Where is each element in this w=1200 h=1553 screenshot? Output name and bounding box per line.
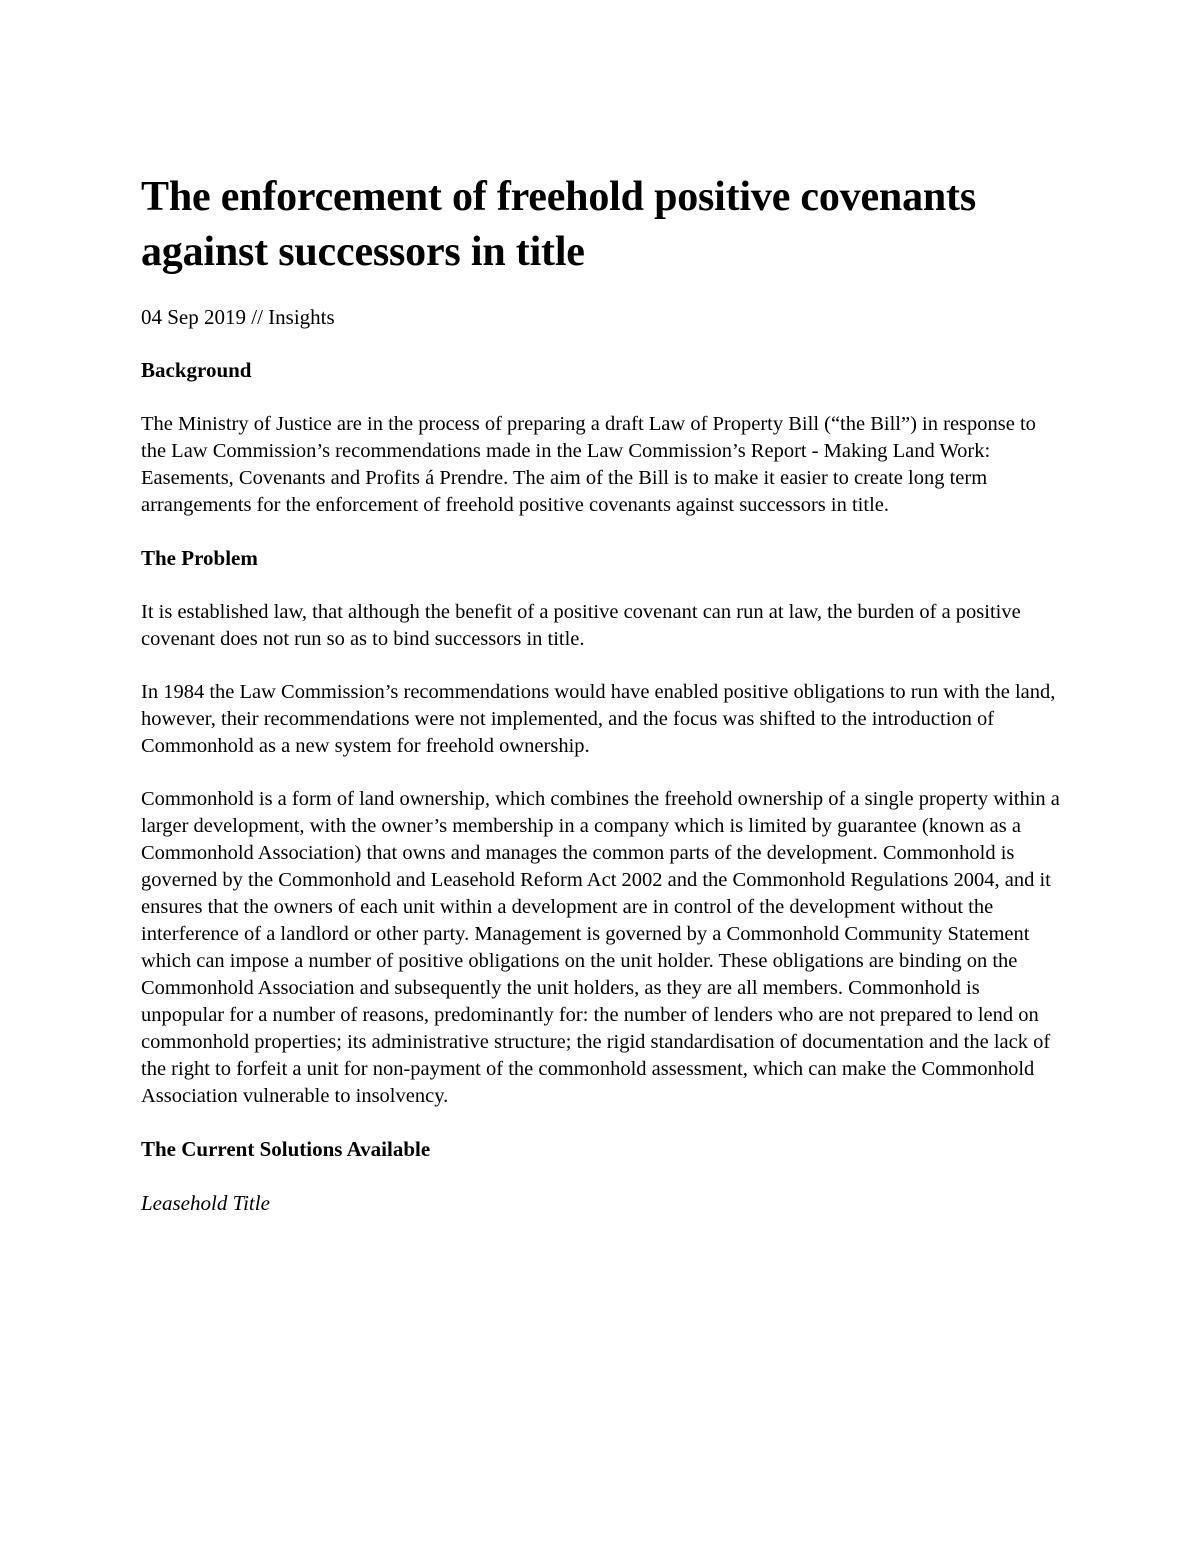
section-heading-problem: The Problem [141, 546, 258, 570]
paragraph: It is established law, that although the benefit of a positive covenant can run at law, the burden of a positive covenant does not run so as to bind successors in title. [141, 601, 1021, 650]
section-heading-solutions: The Current Solutions Available [141, 1137, 431, 1161]
subsection-heading-leasehold: Leasehold Title [141, 1191, 270, 1215]
page-title: The enforcement of freehold positive covenants against successors in title [141, 174, 976, 275]
section-heading-background: Background [141, 358, 252, 382]
paragraph: Commonhold is a form of land ownership, which combines the freehold ownership of a single property within a larger development, with the owner’s membership in a company which is limited by guarantee (known as a Commonhold Association) that owns and manages the common parts of the development. Commonhold is governed by the Commonhold and Leasehold Reform Act 2002 and the Commonhold Regulations 2004, and it ensures that the owners of each unit within a development are in control of the development without the interference of a landlord or other party. Management is governed by a Commonhold Community Statement which can impose a number of positive obligations on the unit holder. These obligations are binding on the Commonhold Association and subsequently the unit holders, as they are all members. Commonhold is unpopular for a number of reasons, predominantly for: the number of lenders who are not prepared to lend on commonhold properties; its administrative structure; the rigid standardisation of documentation and the lack of the right to forfeit a unit for non-payment of the commonhold assessment, which can make the Commonhold Association vulnerable to insolvency. [141, 788, 1060, 1107]
paragraph: In 1984 the Law Commission’s recommendations would have enabled positive obligations to run with the land, however, their recommendations were not implemented, and the focus was shifted to the introduction of Commonhold as a new system for freehold ownership. [141, 681, 1056, 757]
article-meta: 04 Sep 2019 // Insights [141, 305, 335, 329]
paragraph: The Ministry of Justice are in the process of preparing a draft Law of Property Bill (“the Bill”) in response to the Law Commission’s recommendations made in the Law Commission’s Report - Making Land Work: Easements, Covenants and Profits á Prendre. The aim of the Bill is to make it easier to create long term arrangements for the enforcement of freehold positive covenants against successors in title. [141, 413, 1036, 516]
document-page [141, 170, 1066, 1244]
